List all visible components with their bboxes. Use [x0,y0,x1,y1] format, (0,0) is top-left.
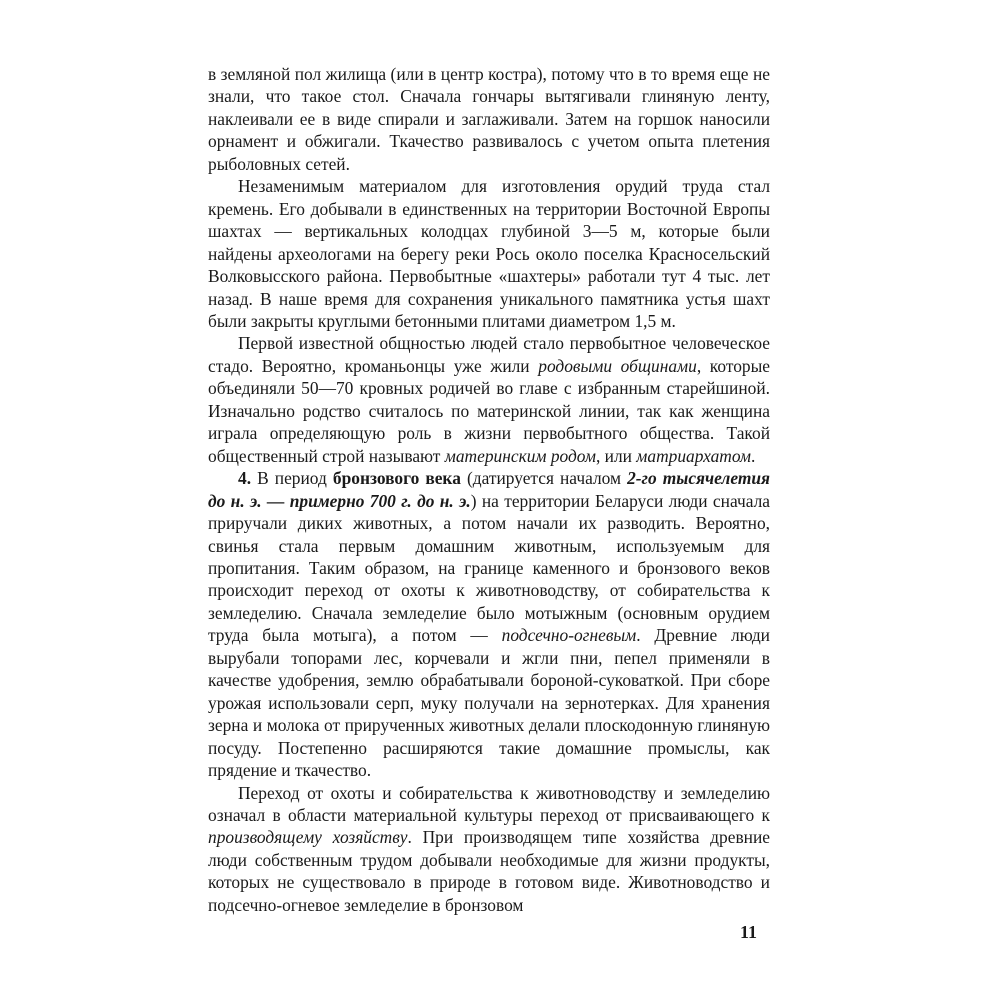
bold-term: 4. [238,468,252,489]
text-run: , которые объединяли 50—70 кровных родичей во главе с избранным старейшиной. Изначально родство считалось по материнской линии, так как женщина играла определяющую роль в жизни первобытного общества. Такой общественный строй называют [208,355,770,466]
text-run: ) на территории Беларуси люди сначала приручали диких животных, а потом начали их разводить. Вероятно, свинья стала первым домашним животным, используемым для пропитания. Таким образом, на границе каменного и бронзового веков происходит переход от охоты к животноводству, от собирательства к земледелию. Сначала земледелие было мотыжным (основным орудием труда была мотыга), а потом — [208,490,770,646]
text-run: в земляной пол жилища (или в центр костра), потому что в то время еще не знали, что такое стол. Сначала гончары вытягивали глиняную ленту, наклеивали ее в виде спирали и заглаживали. Затем на горшок наносили орнамент и обжигали. Ткачество развивалось с учетом опыта плетения рыболовных сетей. [208,64,770,174]
page-number: 11 [740,922,758,942]
text-run: (датируется началом [460,468,628,489]
italic-term: родовыми общинами [538,355,697,376]
italic-term: производящему хозяйству [208,827,408,848]
bold-italic-date: 2-го тысячелетия до н. э. — примерно 700 г. до н. э. [208,468,770,511]
text-run: Переход от охоты и собирательства к животноводству и земледелию означал в области материальной культуры переход от присваивающего к [208,782,770,825]
text-run: , или [595,445,637,466]
text-run: . [750,445,756,466]
text-run: Незаменимым материалом для изготовления орудий труда стал кремень. Его добывали в единственных на территории Восточной Европы шахтах — вертикальных колодцах глубиной 3—5 м, которые были найдены археологами на берегу реки Рось около поселка Красносельский Волковысского района. Первобытные «шахтеры» работали тут 4 тыс. лет назад. В наше время для сохранения уникального памятника устья шахт были закрыты круглыми бетонными плитами диаметром 1,5 м. [208,176,770,331]
paragraph-productive-economy [208,782,770,917]
paragraph-human-community [208,332,770,467]
text-run: В период [251,468,333,489]
paragraph-pottery-weaving [208,63,770,175]
italic-term: материнским родом [444,445,596,466]
bold-term: бронзового века [332,468,461,489]
text-run: . При производящем типе хозяйства древние люди собственным трудом добывали необходимые для жизни продукты, которых не существовало в природе в готовом виде. Животноводство и подсечно-огневое земледелие в бронзовом [208,827,770,915]
text-run: . Древние люди вырубали топорами лес, корчевали и жгли пни, пепел применяли в качестве удобрения, землю обрабатывали бороной-суковаткой. При сборе урожая использовали серп, муку получали на зернотерках. Для хранения зерна и молока от прирученных животных делали плоскодонную глиняную посуду. Постепенно расширяются такие домашние промыслы, как прядение и ткачество. [208,625,770,781]
paragraph-flint-mining [208,175,770,332]
text-run: Первой известной общностью людей стало первобытное человеческое стадо. Вероятно, кроманьонцы уже жили [208,333,770,376]
italic-term: подсечно-огневым [501,625,637,646]
page-body-text [208,63,770,916]
italic-term: матриархатом [636,445,751,466]
paragraph-bronze-age [208,467,770,781]
